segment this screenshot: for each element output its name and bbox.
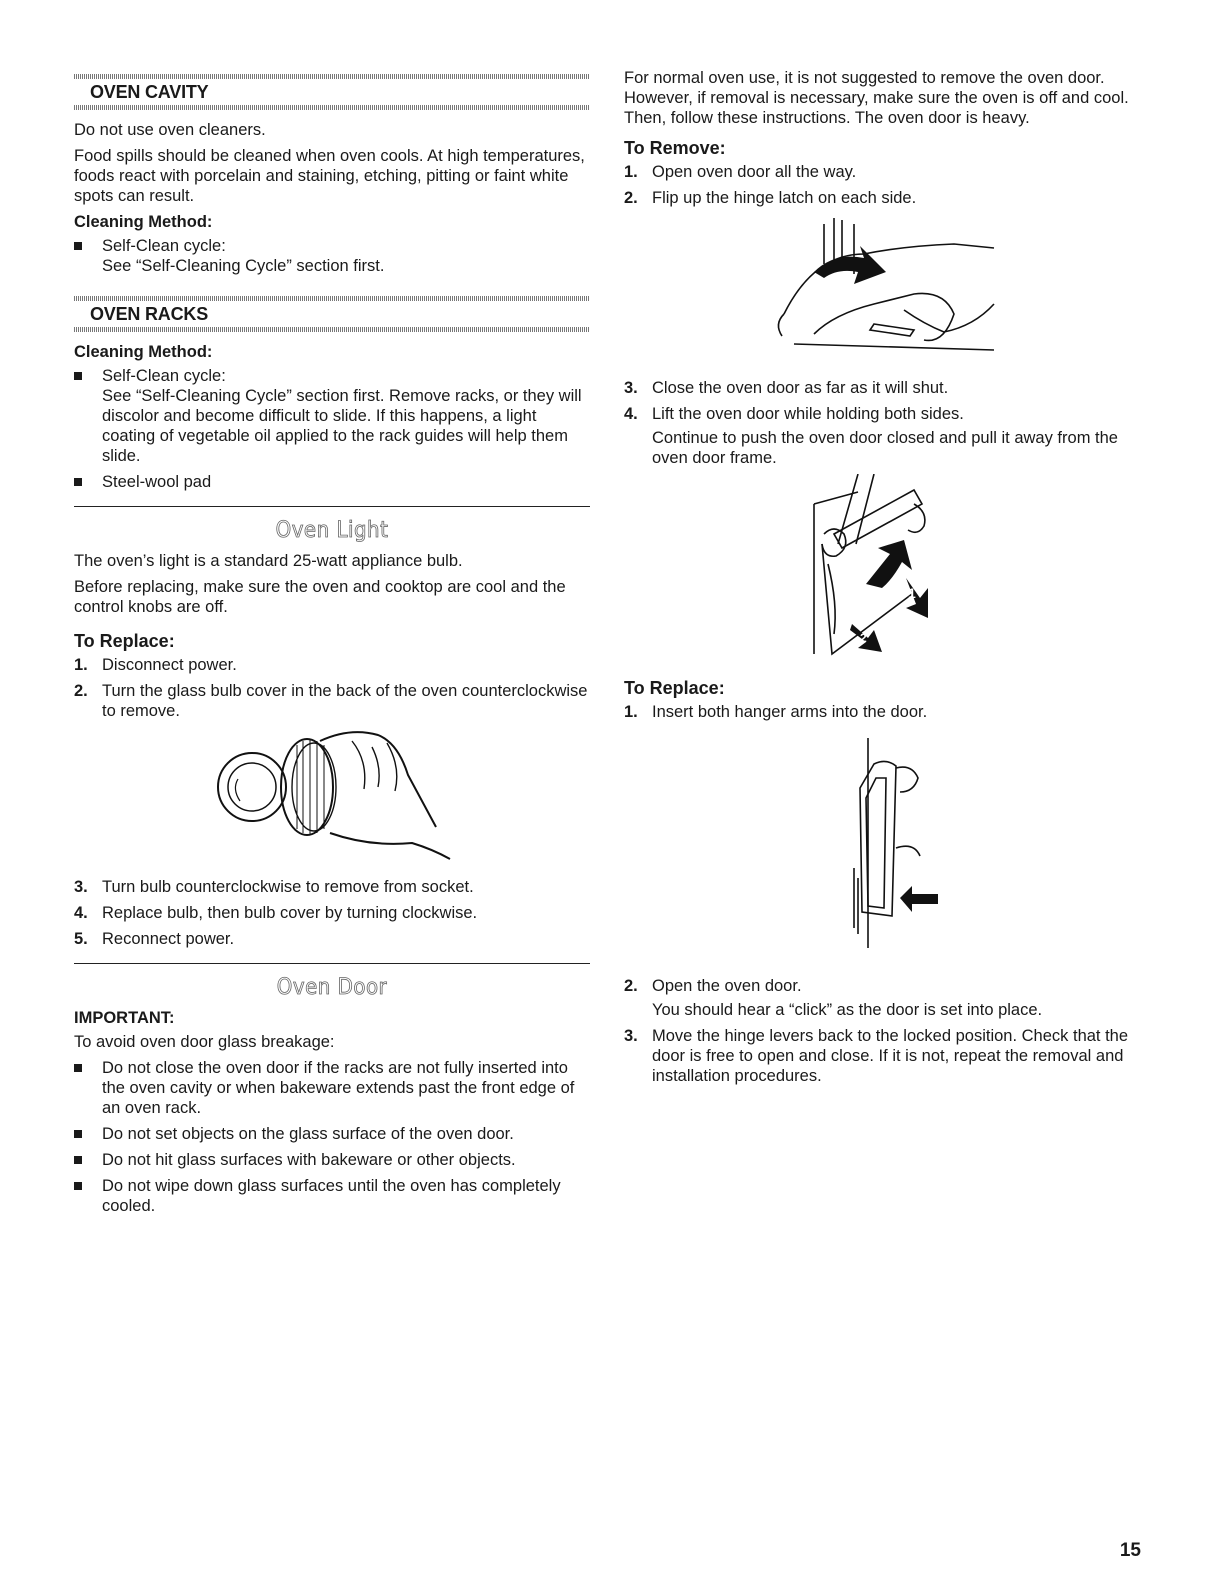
- list-item: [74, 903, 590, 923]
- oven-light-p1: The oven’s light is a standard 25-watt appliance bulb.: [74, 552, 463, 570]
- step-number: 2.: [624, 977, 638, 995]
- step-number: 1.: [624, 703, 638, 721]
- bulb-cover-illustration: [202, 727, 462, 867]
- step-number: 3.: [74, 878, 88, 896]
- step-text: Open oven door all the way.: [652, 163, 857, 181]
- list-item: Do not set objects on the glass surface of the oven door.: [74, 1124, 590, 1144]
- list-item: [624, 404, 1144, 424]
- step-text: Lift the oven door while holding both sides.: [652, 405, 964, 423]
- list-item: [74, 681, 590, 721]
- list-item: Do not close the oven door if the racks are not fully inserted into the oven cavity or when bakeware extends past the front edge of an oven rack.: [74, 1058, 590, 1118]
- figure-step-2: 2: [860, 631, 867, 645]
- list-item: Do not wipe down glass surfaces until the oven has completely cooled.: [74, 1176, 590, 1216]
- light-replace-heading: To Replace:: [74, 631, 175, 651]
- oven-racks-method-label: Cleaning Method:: [74, 343, 213, 361]
- hinge-latch-illustration: [754, 214, 1014, 364]
- step-number: 3.: [624, 1027, 638, 1045]
- left-column: [74, 68, 590, 1222]
- step-text: Reconnect power.: [102, 930, 235, 948]
- step-text: Turn bulb counterclockwise to remove from socket.: [102, 878, 474, 896]
- oven-cavity-title: OVEN CAVITY: [90, 82, 209, 102]
- remove-step4-continued: Continue to push the oven door closed and pull it away from the oven door frame.: [652, 429, 1118, 467]
- step-number: 1.: [624, 163, 638, 181]
- list-item: [624, 162, 1144, 182]
- header-rule-bottom: [74, 105, 590, 110]
- remove-steps-b: [624, 378, 1144, 424]
- step-text: Disconnect power.: [102, 656, 237, 674]
- step-text: Turn the glass bulb cover in the back of the oven counterclockwise to remove.: [102, 682, 588, 720]
- important-label: IMPORTANT:: [74, 1009, 175, 1027]
- remove-steps-a: [624, 162, 1144, 208]
- list-item: Steel-wool pad: [74, 472, 590, 492]
- oven-cavity-p2: Food spills should be cleaned when oven cools. At high temperatures, foods react with porcelain and staining, etching, pitting or faint white spots can result.: [74, 147, 585, 205]
- list-item: [74, 877, 590, 897]
- list-item: [624, 702, 1144, 722]
- step-text: Open the oven door.: [652, 977, 802, 995]
- oven-door-title: Oven Door: [276, 975, 388, 1000]
- right-column: [624, 68, 1144, 1092]
- oven-racks-methods: [74, 366, 590, 492]
- section-divider: [74, 506, 590, 507]
- list-item: [624, 1026, 1144, 1086]
- method-name: Self-Clean cycle:: [102, 367, 226, 385]
- door-removal-intro: For normal oven use, it is not suggested to remove the oven door. However, if removal is necessary, make sure the oven is off and cool. Then, follow these instructions. The oven door is heavy.: [624, 69, 1129, 127]
- door-lift-illustration: [794, 474, 974, 664]
- replace-steps-b: [624, 976, 1144, 996]
- step-number: 4.: [74, 904, 88, 922]
- list-item: [74, 366, 590, 466]
- step-number: 5.: [74, 930, 88, 948]
- light-steps-a: [74, 655, 590, 721]
- step-text: Insert both hanger arms into the door.: [652, 703, 928, 721]
- oven-racks-title: OVEN RACKS: [90, 304, 209, 324]
- page-number: 15: [1119, 1540, 1141, 1561]
- list-item: [624, 976, 1144, 996]
- hanger-arms-illustration: [804, 728, 964, 958]
- step-number: 2.: [624, 189, 638, 207]
- oven-door-warnings: [74, 1058, 590, 1216]
- list-item: [74, 655, 590, 675]
- step-text: Move the hinge levers back to the locked position. Check that the door is free to open and close. If it is not, repeat the removal and installation procedures.: [652, 1027, 1129, 1085]
- door-replace-heading: To Replace:: [624, 678, 725, 698]
- oven-light-p2: Before replacing, make sure the oven and cooktop are cool and the control knobs are off.: [74, 578, 566, 616]
- replace-steps-c: [624, 1026, 1144, 1086]
- oven-cavity-methods: [74, 236, 590, 276]
- header-rule-bottom: [74, 327, 590, 332]
- oven-door-intro: To avoid oven door glass breakage:: [74, 1033, 335, 1051]
- replace-step2-continued: You should hear a “click” as the door is set into place.: [652, 1001, 1043, 1019]
- oven-light-title: Oven Light: [275, 518, 389, 543]
- step-number: 2.: [74, 682, 88, 700]
- oven-cavity-method-label: Cleaning Method:: [74, 213, 213, 231]
- step-number: 1.: [74, 656, 88, 674]
- step-text: Close the oven door as far as it will shut.: [652, 379, 949, 397]
- section-divider: [74, 963, 590, 964]
- step-number: 4.: [624, 405, 638, 423]
- oven-cavity-p1: Do not use oven cleaners.: [74, 121, 266, 139]
- method-note: See “Self-Cleaning Cycle” section first. Remove racks, or they will discolor and become difficult to slide. If this happens, a light coating of vegetable oil applied to the rack guides will help them slide.: [102, 387, 582, 465]
- replace-steps-a: [624, 702, 1144, 722]
- list-item: [624, 378, 1144, 398]
- step-number: 3.: [624, 379, 638, 397]
- method-note: See “Self-Cleaning Cycle” section first.: [102, 257, 385, 275]
- list-item: [624, 188, 1144, 208]
- method-name: Self-Clean cycle:: [102, 237, 226, 255]
- step-text: Flip up the hinge latch on each side.: [652, 189, 917, 207]
- list-item: [74, 236, 590, 276]
- oven-cavity-header: [74, 74, 590, 110]
- light-steps-b: [74, 877, 590, 949]
- step-text: Replace bulb, then bulb cover by turning clockwise.: [102, 904, 478, 922]
- remove-heading: To Remove:: [624, 138, 726, 158]
- list-item: [74, 929, 590, 949]
- oven-racks-header: [74, 296, 590, 332]
- list-item: Do not hit glass surfaces with bakeware or other objects.: [74, 1150, 590, 1170]
- figure-step-1: 1: [908, 585, 916, 601]
